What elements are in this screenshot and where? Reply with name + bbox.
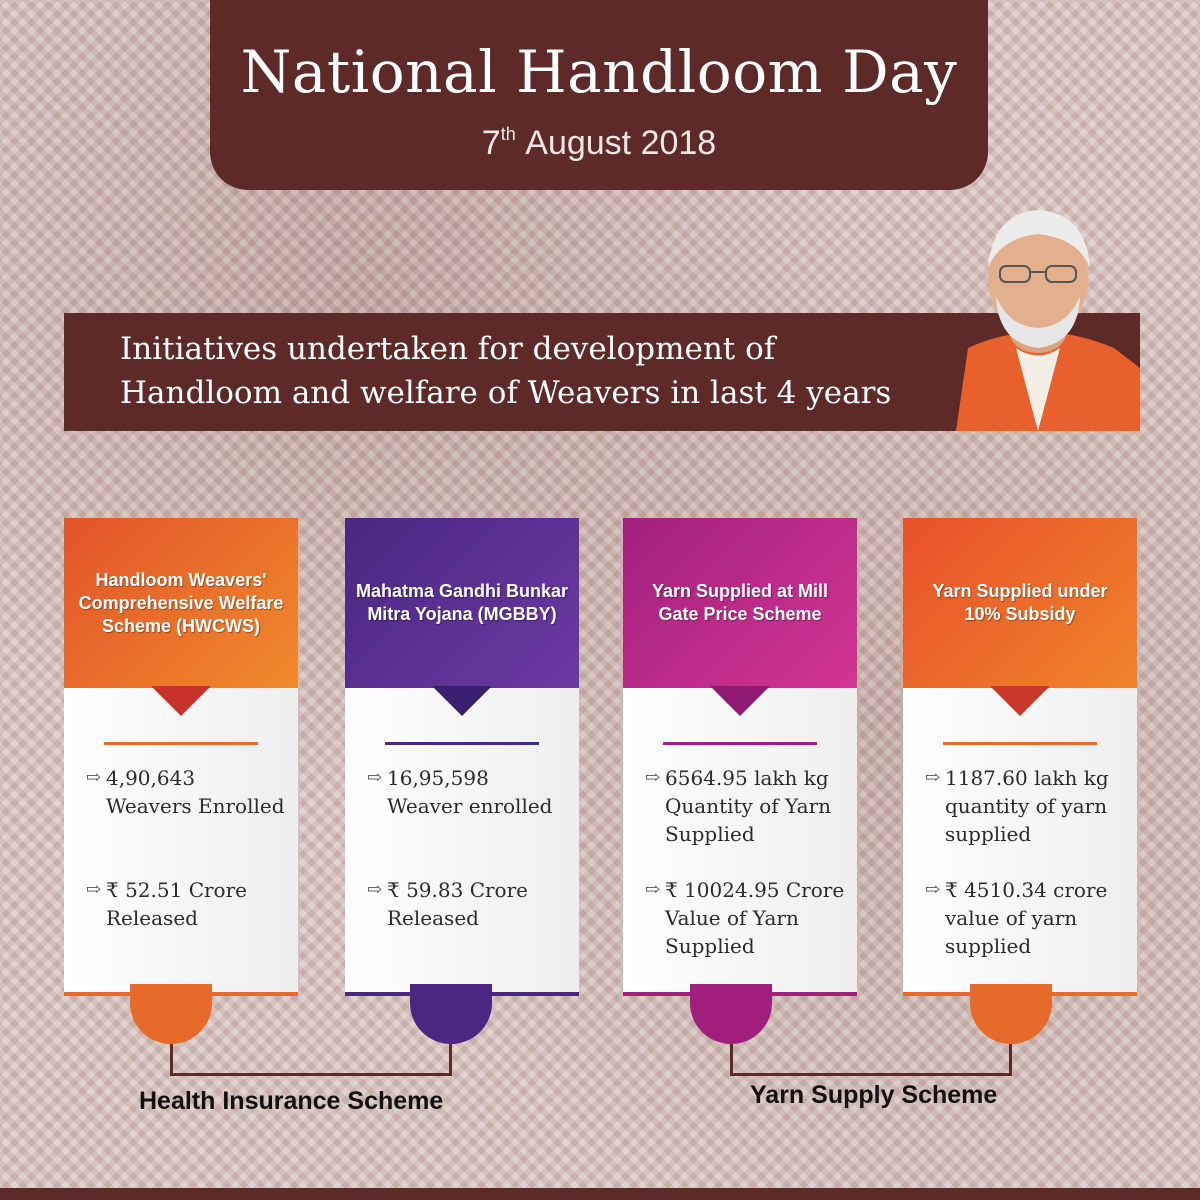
card-1-tab: [130, 984, 212, 1044]
stat-text: ₹ 10024.95 Crore Value of Yarn Supplied: [665, 878, 845, 958]
card-notch: [990, 686, 1050, 716]
card-3-tab: [690, 984, 772, 1044]
card-divider: [104, 742, 258, 745]
arrow-right-icon: ⇨: [925, 879, 941, 900]
header-panel: [210, 0, 988, 190]
card-stat: [367, 764, 567, 820]
arrow-right-icon: ⇨: [925, 767, 941, 788]
card-2-tab: [410, 984, 492, 1044]
health-group-connector: [170, 1044, 452, 1076]
card-mgbby: [345, 518, 579, 996]
banner-line-2: Handloom and welfare of Weavers in last 4 years: [120, 375, 892, 411]
arrow-right-icon: ⇨: [367, 767, 383, 788]
card-stat: [86, 764, 286, 820]
card-title: Mahatma Gandhi Bunkar Mitra Yojana (MGBBY): [345, 518, 579, 688]
card-notch: [432, 686, 492, 716]
banner-line-1: Initiatives undertaken for development of: [120, 331, 776, 367]
event-date: [210, 124, 988, 163]
stat-text: 6564.95 lakh kg Quantity of Yarn Supplied: [665, 766, 832, 846]
footer-bar: [0, 1188, 1200, 1200]
stat-text: ₹ 52.51 Crore Released: [106, 878, 247, 930]
card-stat: [925, 876, 1125, 960]
date-suffix: th: [500, 124, 516, 144]
date-month-year: August 2018: [525, 124, 717, 162]
health-insurance-label: Health Insurance Scheme: [139, 1087, 444, 1115]
date-day: 7: [481, 124, 501, 162]
card-notch: [710, 686, 770, 716]
stat-text: 16,95,598 Weaver enrolled: [387, 766, 553, 818]
yarn-group-connector: [730, 1044, 1012, 1076]
card-title: Yarn Supplied at Mill Gate Price Scheme: [623, 518, 857, 688]
banner-text: [120, 327, 970, 415]
card-divider: [943, 742, 1097, 745]
card-divider: [663, 742, 817, 745]
card-4-tab: [970, 984, 1052, 1044]
card-divider: [385, 742, 539, 745]
arrow-right-icon: ⇨: [86, 879, 102, 900]
card-stat: [645, 764, 845, 848]
card-stat: [367, 876, 567, 932]
card-stat: [925, 764, 1125, 848]
stat-text: 1187.60 lakh kg quantity of yarn supplied: [945, 766, 1109, 846]
arrow-right-icon: ⇨: [86, 767, 102, 788]
card-notch: [151, 686, 211, 716]
card-yarn-subsidy: [903, 518, 1137, 996]
card-hwcws: [64, 518, 298, 996]
card-title: Yarn Supplied under 10% Subsidy: [903, 518, 1137, 688]
yarn-supply-label: Yarn Supply Scheme: [750, 1081, 998, 1109]
arrow-right-icon: ⇨: [367, 879, 383, 900]
arrow-right-icon: ⇨: [645, 879, 661, 900]
card-stat: [645, 876, 845, 960]
stat-text: ₹ 4510.34 crore value of yarn supplied: [945, 878, 1108, 958]
stat-text: ₹ 59.83 Crore Released: [387, 878, 528, 930]
page-title: National Handloom Day: [240, 38, 958, 106]
card-stat: [86, 876, 286, 932]
card-title: Handloom Weavers' Comprehensive Welfare Scheme (HWCWS): [64, 518, 298, 688]
card-mill-gate-price: [623, 518, 857, 996]
stat-text: 4,90,643 Weavers Enrolled: [106, 766, 285, 818]
portrait-image: [938, 198, 1140, 431]
arrow-right-icon: ⇨: [645, 767, 661, 788]
